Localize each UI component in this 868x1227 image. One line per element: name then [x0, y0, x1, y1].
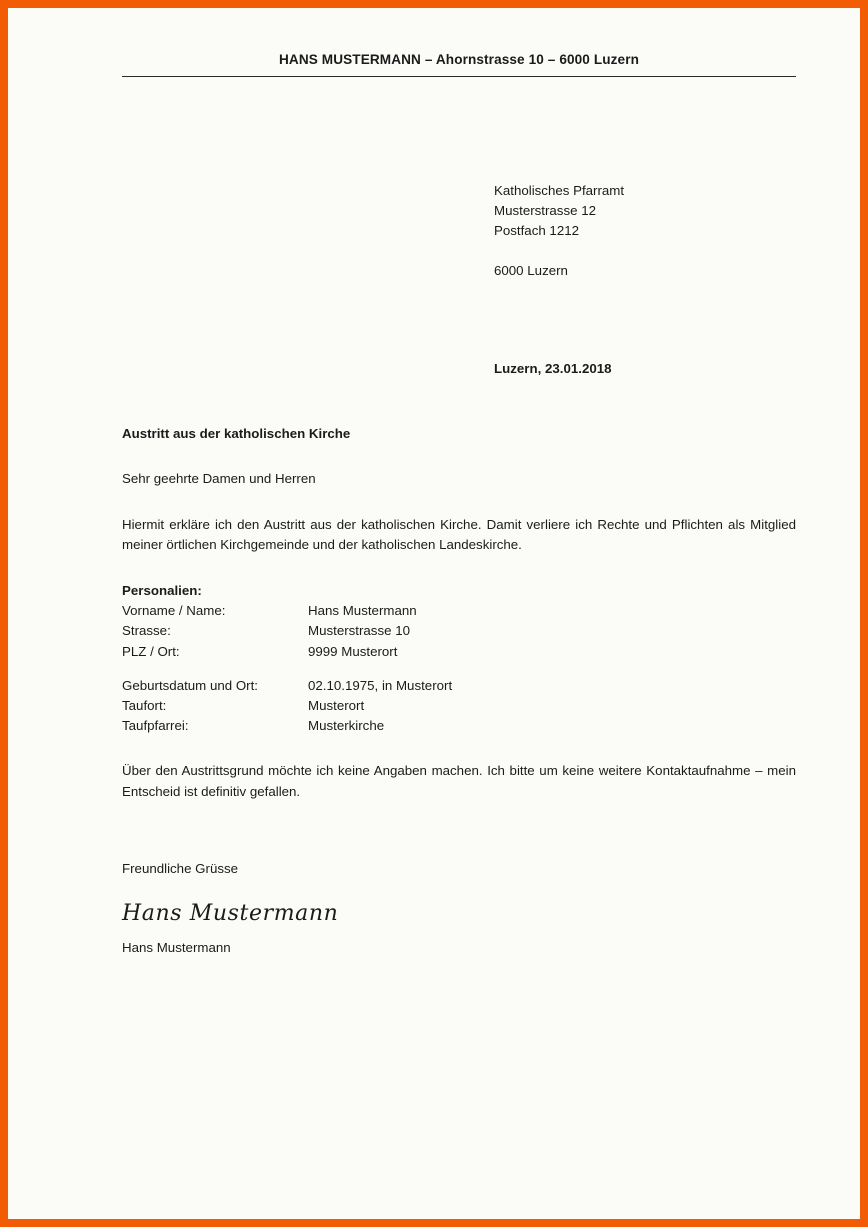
recipient-line-4: 6000 Luzern	[494, 262, 568, 278]
letter-sheet	[8, 8, 860, 1219]
personal-data-table-2	[122, 676, 452, 737]
recipient-line-3: Postfach 1212	[494, 223, 580, 239]
personal-value: Hans Mustermann	[308, 603, 417, 619]
letterhead: HANS MUSTERMANN – Ahornstrasse 10 – 6000 Luzern	[279, 52, 639, 67]
salutation: Sehr geehrte Damen und Herren	[122, 471, 316, 487]
table-row	[122, 642, 417, 662]
body-paragraph-1: Hiermit erkläre ich den Austritt aus der katholischen Kirche. Damit verliere ich Rechte und Pflichten als Mitglied meiner örtlichen Kirchgemeinde und der katholischen Landeskirche.	[122, 516, 796, 552]
personal-value: 02.10.1975, in Musterort	[308, 677, 453, 693]
table-row	[122, 621, 417, 641]
recipient-address-block	[494, 181, 796, 281]
recipient-line-1: Katholisches Pfarramt	[494, 182, 625, 198]
personal-data-spacer	[122, 662, 796, 676]
letter-content	[122, 50, 796, 958]
personal-data-heading: Personalien:	[122, 582, 202, 598]
personal-label: Vorname / Name:	[122, 603, 226, 619]
subject-line: Austritt aus der katholischen Kirche	[122, 426, 351, 442]
table-row	[122, 601, 417, 621]
personal-data-table-1	[122, 601, 417, 662]
personal-label: Taufpfarrei:	[122, 718, 189, 734]
personal-label: PLZ / Ort:	[122, 643, 180, 659]
personal-label: Geburtsdatum und Ort:	[122, 677, 258, 693]
personal-value: 9999 Musterort	[308, 643, 398, 659]
handwritten-signature: Hans Mustermann	[122, 901, 339, 927]
closing-greeting: Freundliche Grüsse	[122, 860, 239, 876]
recipient-line-2: Musterstrasse 12	[494, 202, 596, 218]
personal-value: Musterort	[308, 698, 365, 713]
table-row	[122, 676, 452, 696]
personal-value: Musterstrasse 10	[308, 623, 410, 639]
signature-printed-name: Hans Mustermann	[122, 940, 231, 956]
table-row	[122, 696, 452, 716]
place-date-line: Luzern, 23.01.2018	[494, 360, 612, 376]
recipient-spacer	[494, 241, 796, 261]
personal-value: Musterkirche	[308, 718, 385, 734]
letterhead-divider	[122, 76, 796, 77]
table-row	[122, 716, 452, 736]
personal-label: Strasse:	[122, 623, 171, 639]
body-paragraph-2: Über den Austrittsgrund möchte ich keine Angaben machen. Ich bitte um keine weitere Kontaktaufnahme – mein Entscheid ist definitiv gefallen.	[122, 763, 796, 799]
personal-label: Taufort:	[122, 698, 167, 713]
